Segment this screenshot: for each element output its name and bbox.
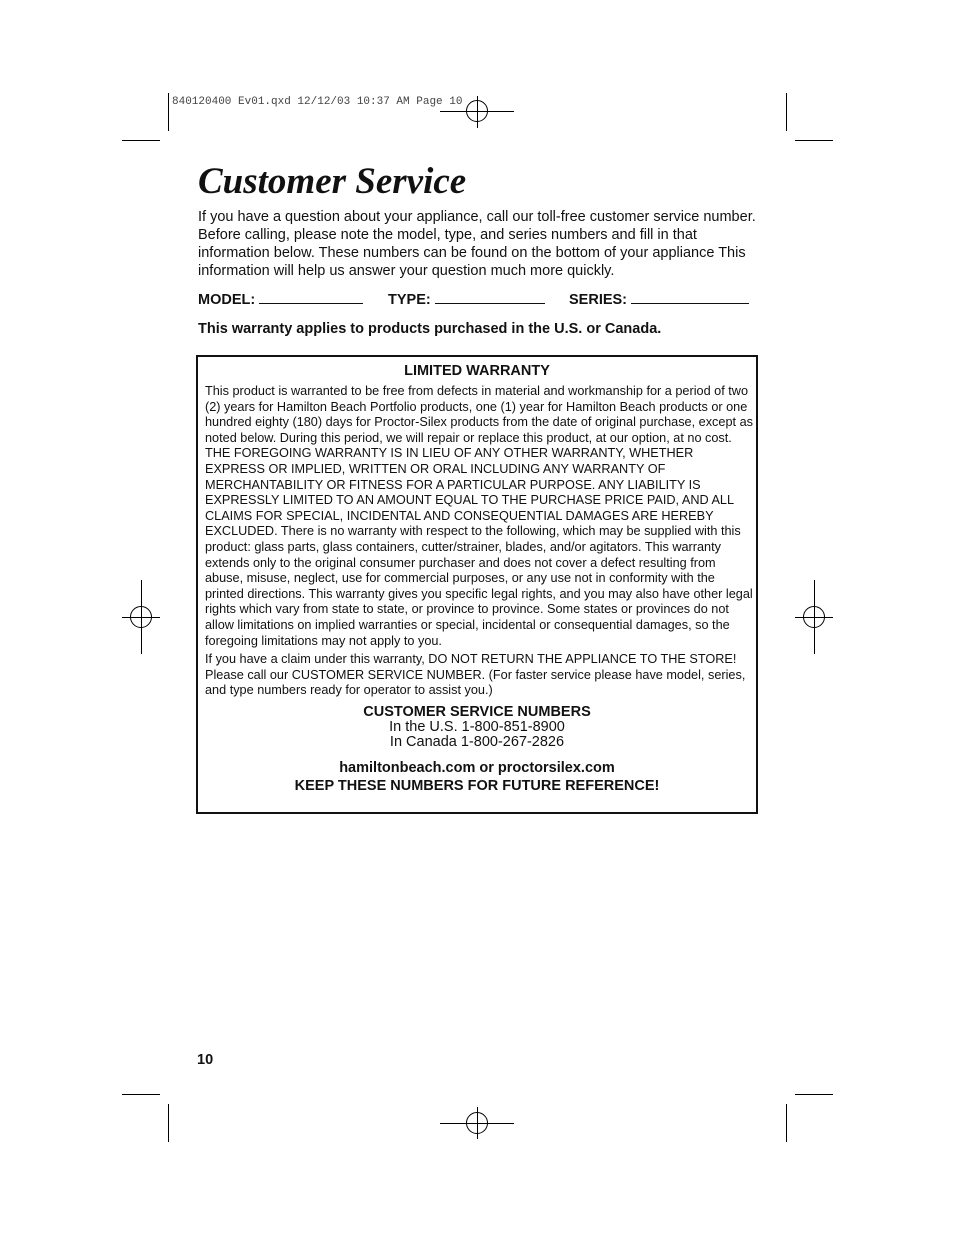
phone-us: In the U.S. 1-800-851-8900 — [389, 718, 565, 735]
crop-mark — [786, 1104, 787, 1142]
crop-mark — [122, 1094, 160, 1095]
registration-line — [814, 580, 815, 654]
warranty-body: This product is warranted to be free from defects in material and workmanship for a period of two (2) years for Hamilton Beach Portfolio products, one (1) year for Hamilton Beach products or one hundred eighty (180) days for Proctor-Silex products from the date of original purchase, except as noted below. During this period, we will repair or replace this product, at our option, at no cost. THE FOREGOING WARRANTY IS IN LIEU OF ANY OTHER WARRANTY, WHETHER EXPRESS OR IMPLIED, WRITTEN OR ORAL INCLUDING ANY WARRANTY OF MERCHANTABILITY OR FITNESS FOR A PARTICULAR PURPOSE. ANY LIABILITY IS EXPRESSLY LIMITED TO AN AMOUNT EQUAL TO THE PURCHASE PRICE PAID, AND ALL CLAIMS FOR SPECIAL, INCIDENTAL AND CONSEQUENTIAL DAMAGES ARE HEREBY EXCLUDED. There is no warranty with respect to the following, which may be supplied with this product: glass parts, glass containers, cutter/strainer, blades, and/or agitators. This warranty extends only to the original consumer purchaser and does not cover a defect resulting from abuse, misuse, neglect, use for commercial purposes, or any use not in conformity with the printed directions. This warranty gives you specific legal rights, and you may also have other legal rights which vary from state to state, or province to province. Some states or provinces do not allow limitations on implied warranties or special, incidental or consequential damages, so the foregoing limitations may not apply to you. — [205, 384, 753, 648]
series-blank-line — [631, 290, 749, 304]
registration-line — [477, 1107, 478, 1139]
printer-slug: 840120400 Ev01.qxd 12/12/03 10:37 AM Page 10 — [172, 96, 463, 108]
crop-mark — [168, 93, 169, 131]
crop-mark — [122, 140, 160, 141]
crop-mark — [168, 1104, 169, 1142]
crop-mark — [795, 140, 833, 141]
model-label: MODEL: — [198, 292, 256, 308]
customer-service-numbers-heading: CUSTOMER SERVICE NUMBERS — [363, 703, 591, 720]
crop-mark — [786, 93, 787, 131]
intro-paragraph: If you have a question about your appliance, call our toll-free customer service number. Before calling, please note the model, type, and series numbers and fill in that information below. These numbers can be found on the bottom of your appliance This information will help us answer your question much more quickly. — [198, 209, 756, 279]
series-field — [569, 290, 749, 308]
registration-line — [477, 96, 478, 128]
warranty-claim-instructions: If you have a claim under this warranty, DO NOT RETURN THE APPLIANCE TO THE STORE! Please call our CUSTOMER SERVICE NUMBER. (For faster service please have model, series, and type numbers ready for operator to assist you.) — [205, 652, 746, 698]
registration-line — [141, 580, 142, 654]
page-title: Customer Service — [198, 161, 467, 202]
websites: hamiltonbeach.com or proctorsilex.com — [339, 759, 615, 776]
type-label: TYPE: — [388, 292, 431, 308]
type-field — [388, 290, 545, 308]
limited-warranty-box — [196, 355, 758, 814]
keep-numbers-note: KEEP THESE NUMBERS FOR FUTURE REFERENCE! — [294, 777, 660, 794]
model-blank-line — [259, 290, 363, 304]
warranty-heading: LIMITED WARRANTY — [404, 363, 550, 379]
crop-mark — [795, 1094, 833, 1095]
page-number: 10 — [197, 1052, 214, 1068]
phone-canada: In Canada 1-800-267-2826 — [389, 733, 565, 750]
warranty-region-note: This warranty applies to products purchased in the U.S. or Canada. — [198, 321, 662, 337]
series-label: SERIES: — [569, 292, 628, 308]
type-blank-line — [435, 290, 545, 304]
model-field — [198, 290, 363, 308]
